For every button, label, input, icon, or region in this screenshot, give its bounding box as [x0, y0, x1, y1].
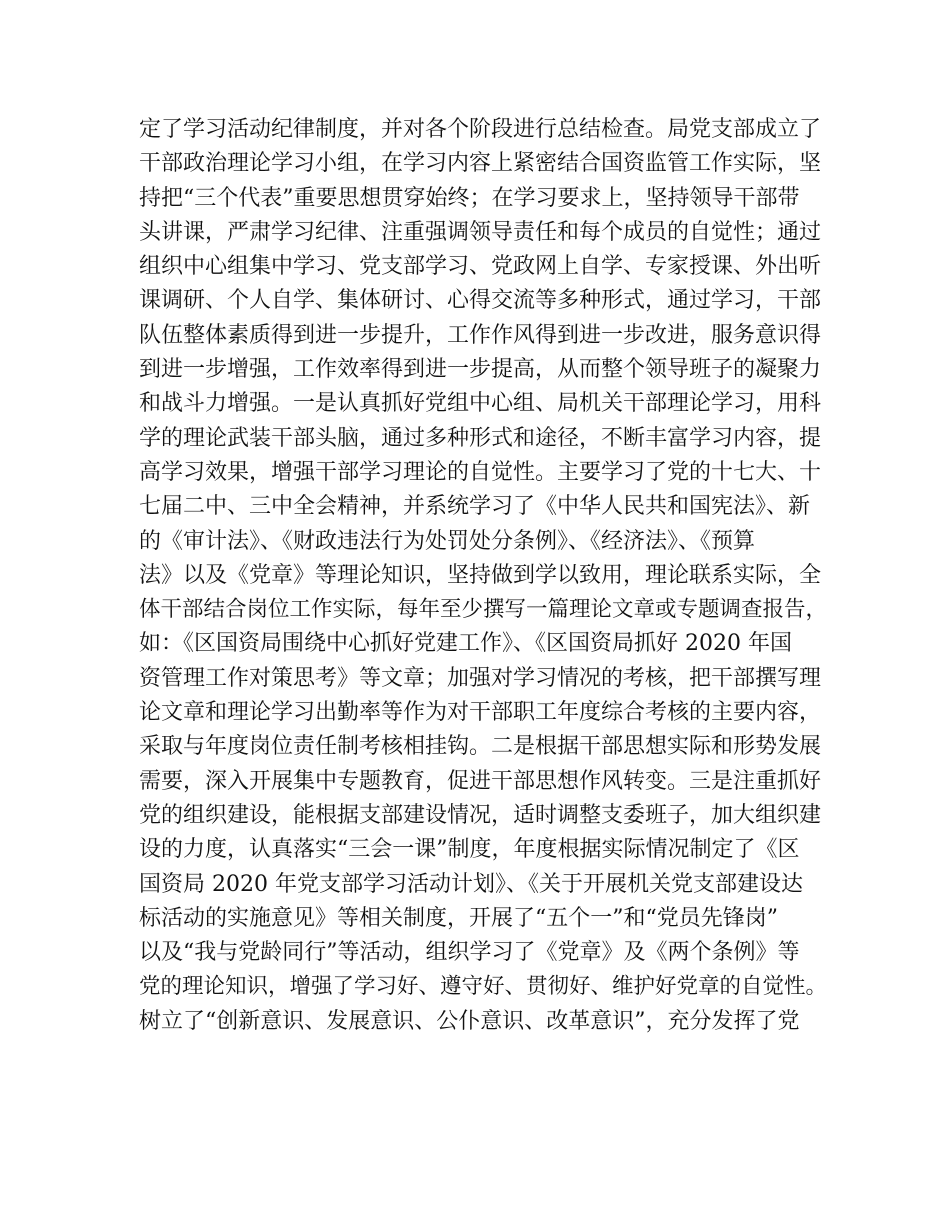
text-line: 论文章和理论学习出勤率等作为对干部职工年度综合考核的主要内容，	[139, 700, 822, 726]
text-line: 标活动的实施意见》等相关制度，开展了“五个一”和“党员先锋岗”	[139, 905, 778, 931]
text-line: 组织中心组集中学习、党支部学习、党政网上自学、专家授课、外出听	[139, 254, 822, 280]
text-line: 干部政治理论学习小组，在学习内容上紧密结合国资监管工作实际，坚	[139, 151, 822, 177]
text-line: 以及“我与党龄同行”等活动，组织学习了《党章》及《两个条例》等	[139, 940, 800, 966]
text-line: 高学习效果，增强干部学习理论的自觉性。主要学习了党的十七大、十	[139, 459, 822, 485]
text-line: 如：《区国资局围绕中心抓好党建工作》、《区国资局抓好 2020 年国	[139, 631, 792, 657]
text-line: 需要，深入开展集中专题教育，促进干部思想作风转变。三是注重抓好	[139, 768, 822, 794]
text-line: 的《审计法》、《财政违法行为处罚处分条例》、《经济法》、《预算	[139, 528, 756, 554]
text-line: 体干部结合岗位工作实际，每年至少撰写一篇理论文章或专题调查报告，	[139, 597, 828, 623]
body-text	[139, 113, 839, 1039]
text-line: 设的力度，认真落实“三会一课”制度，年度根据实际情况制定了《区	[139, 837, 800, 863]
text-line: 七届二中、三中全会精神，并系统学习了《中华人民共和国宪法》、新	[139, 494, 811, 520]
text-line: 和战斗力增强。一是认真抓好党组中心组、局机关干部理论学习，用科	[139, 391, 822, 417]
text-line: 树立了“创新意识、发展意识、公仆意识、改革意识”，充分发挥了党	[139, 1008, 800, 1034]
text-line: 到进一步增强，工作效率得到进一步提高，从而整个领导班子的凝聚力	[139, 357, 822, 383]
text-line: 采取与年度岗位责任制考核相挂钩。二是根据干部思想实际和形势发展	[139, 734, 822, 760]
text-line: 学的理论武装干部头脑，通过多种形式和途径，不断丰富学习内容，提	[139, 425, 822, 451]
text-line: 党的组织建设，能根据支部建设情况，适时调整支委班子，加大组织建	[139, 802, 822, 828]
text-line: 定了学习活动纪律制度，并对各个阶段进行总结检查。局党支部成立了	[139, 117, 822, 142]
text-line: 资管理工作对策思考》等文章；加强对学习情况的考核，把干部撰写理	[139, 665, 822, 691]
text-line: 法》以及《党章》等理论知识，坚持做到学以致用，理论联系实际，全	[139, 562, 822, 588]
text-line: 队伍整体素质得到进一步提升，工作作风得到进一步改进，服务意识得	[139, 322, 822, 348]
text-line: 头讲课，严肃学习纪律、注重强调领导责任和每个成员的自觉性；通过	[139, 219, 822, 245]
text-line: 持把“三个代表”重要思想贯穿始终；在学习要求上，坚持领导干部带	[139, 185, 800, 211]
text-line: 党的理论知识，增强了学习好、遵守好、贯彻好、维护好党章的自觉性。	[139, 974, 828, 1000]
text-line: 课调研、个人自学、集体研讨、心得交流等多种形式，通过学习，干部	[139, 288, 822, 314]
text-line: 国资局 2020 年党支部学习活动计划》、《关于开展机关党支部建设达	[139, 871, 803, 897]
